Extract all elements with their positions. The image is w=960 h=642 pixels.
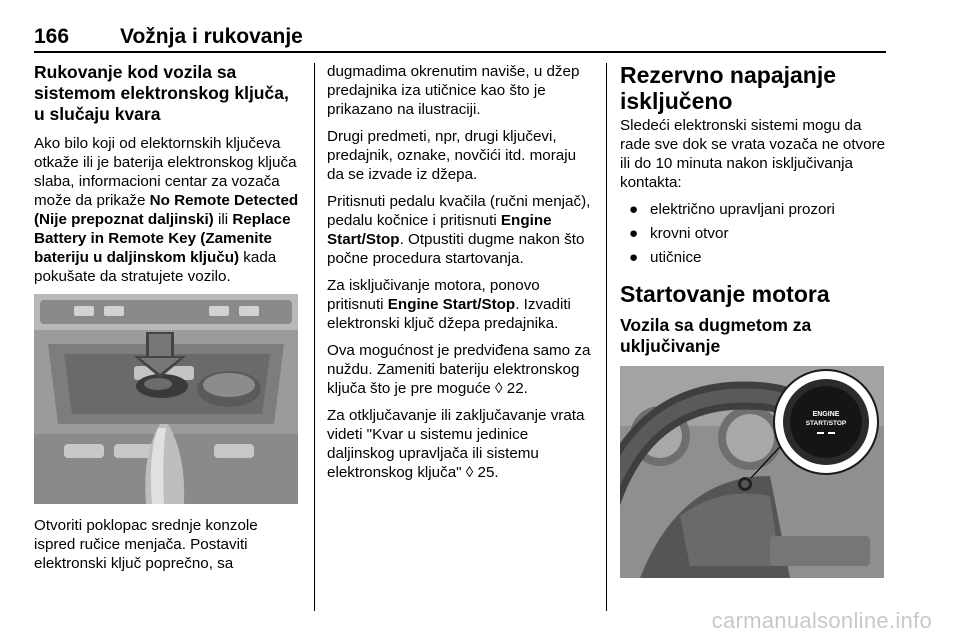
- list-item: ● električno upravljani prozori: [629, 201, 835, 218]
- column-divider-1: [314, 63, 315, 611]
- section-heading-backup-power: Rezervno napajanje isključeno: [620, 62, 837, 114]
- header-rule: [34, 51, 886, 53]
- paragraph-emergency: Ova mogućnost je predviđena samo za nuždu. Zameniti bateriju elektronskog ključa što je pre moguće ◊ 22.: [327, 342, 591, 397]
- paragraph-stop-engine: Za isključivanje motora, ponovo pritisnuti Engine Start/Stop. Izvaditi elektronski ključ džepa predajnika.: [327, 277, 571, 332]
- bullet-icon: ●: [629, 201, 639, 218]
- page-ref-icon: ◊: [465, 464, 474, 481]
- bullet-icon: ●: [629, 225, 639, 242]
- page-reference: 25.: [477, 464, 499, 481]
- column-2: [327, 62, 595, 490]
- message-no-remote: No Remote Detected (Nije prepoznat daljinski): [34, 192, 299, 228]
- list-item: ● krovni otvor: [629, 225, 729, 242]
- list-item: ● utičnice: [629, 249, 702, 266]
- subheading-start-button: Vozila sa dugmetom za uključivanje: [620, 315, 812, 356]
- backup-systems-list: [620, 200, 888, 267]
- start-button-label-2: START/STOP: [805, 420, 847, 427]
- paragraph-lock-unlock: Za otključavanje ili zaključavanje vrata videti "Kvar u sistemu jedinice daljinskog upravljača ili sistemu elektronskog ključa" ◊ 25.: [327, 407, 585, 481]
- chapter-title: Vožnja i rukovanje: [120, 25, 303, 48]
- figure-caption: Otvoriti poklopac srednje konzole ispred ručice menjača. Postaviti elektronski ključ poprečno, sa: [34, 517, 258, 572]
- column-divider-2: [606, 63, 607, 611]
- page-ref-icon: ◊: [495, 380, 503, 397]
- start-button-illustration: [620, 366, 884, 578]
- console-key-illustration: [34, 294, 298, 504]
- engine-start-stop-label: Engine Start/Stop: [327, 212, 552, 248]
- column-3: [620, 62, 888, 578]
- page-header: [34, 25, 886, 53]
- engine-start-stop-label: Engine Start/Stop: [387, 296, 516, 313]
- paragraph-remove-items: Drugi predmeti, npr, drugi ključevi, predajnik, oznake, novčići itd. moraju da se izvade iz džepa.: [327, 128, 577, 183]
- watermark: carmanualsonline.info: [711, 608, 932, 633]
- bullet-icon: ●: [629, 249, 639, 266]
- page-number: 166: [34, 25, 70, 48]
- paragraph-start-procedure: Pritisnuti pedalu kvačila (ručni menjač), pedalu kočnice i pritisnuti Engine Start/Stop. Otpustiti dugme nakon što počne procedura startovanja.: [327, 193, 591, 267]
- paragraph-key-placement: dugmadima okrenutim naviše, u džep predajnika iza utičnice kao što je prikazano na ilustraciji.: [327, 63, 580, 118]
- paragraph-fault-intro: Ako bilo koji od elektornskih ključeva otkaže ili je baterija elektronskog ključa slaba, informacioni centar za vozača može da prikaže No Remote Detected (Nije prepoznat daljinski) ili Replace Battery in Remote Key (Zamenite bateriju u daljinskom ključu) kada pokušate da stratujete vozilo.: [34, 135, 299, 285]
- section-heading-engine-start: Startovanje motora: [620, 281, 830, 307]
- message-replace-battery: Replace Battery in Remote Key (Zamenite bateriju u daljinskom ključu): [34, 211, 291, 266]
- section-heading-fault: Rukovanje kod vozila sa sistemom elektronskog ključa, u slučaju kvara: [34, 62, 289, 124]
- column-1: [34, 62, 302, 581]
- paragraph-backup-power: Sledeći elektronski sistemi mogu da rade sve dok se vrata vozača ne otvore ili do 10 minuta nakon isključivanja kontakta:: [620, 117, 886, 191]
- start-button-label-1: ENGINE: [812, 411, 840, 418]
- page-reference: 22.: [506, 380, 528, 397]
